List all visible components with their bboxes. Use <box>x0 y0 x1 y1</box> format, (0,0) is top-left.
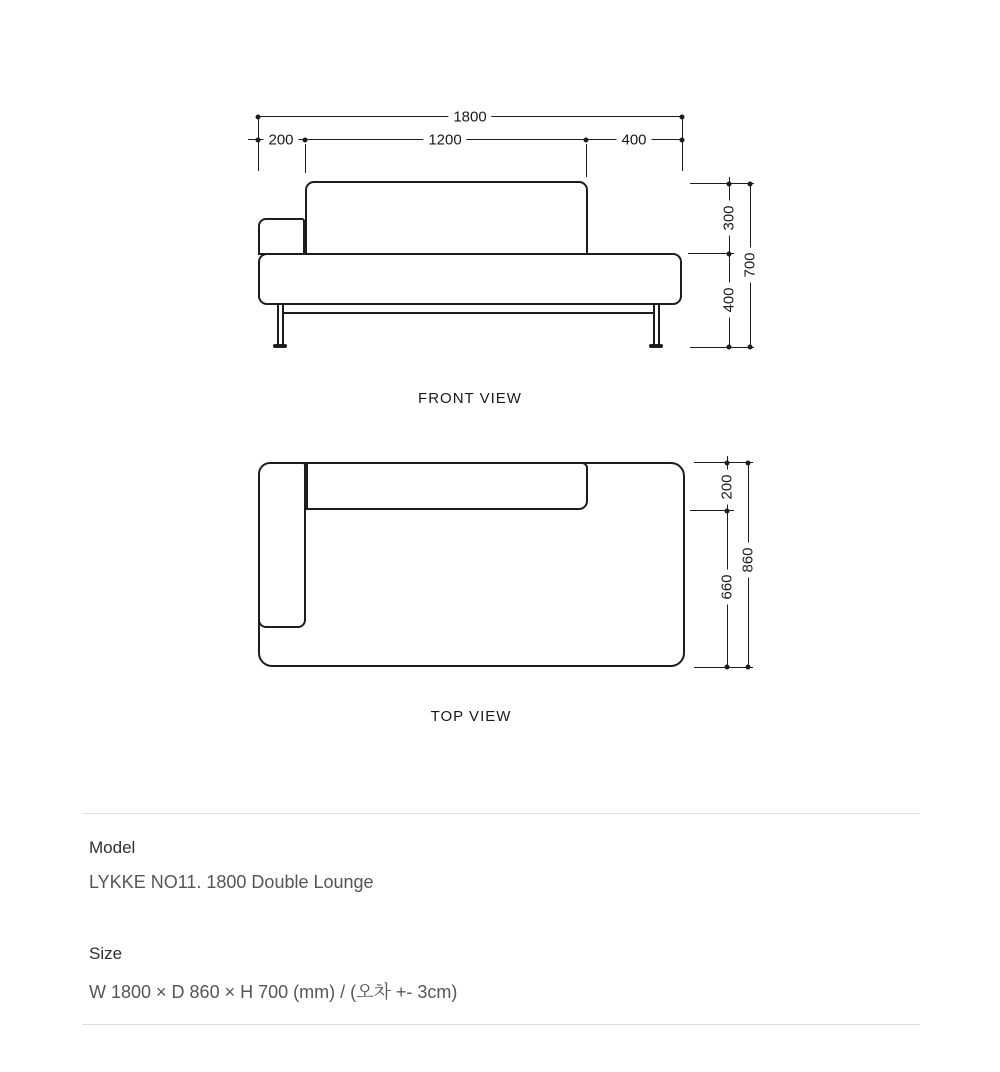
front-view-title: FRONT VIEW <box>418 390 522 407</box>
sofa-foot-right <box>649 344 663 348</box>
sofa-leg-right <box>653 305 660 345</box>
sofa-backrest-top <box>306 462 588 510</box>
extension-line <box>694 667 753 668</box>
dim-dot <box>746 461 751 466</box>
dim-label-lounge-width: 400 <box>616 133 651 148</box>
dim-label-back-height: 300 <box>722 200 737 235</box>
divider-bottom <box>82 1024 920 1025</box>
dim-dot <box>748 345 753 350</box>
leg-crossbar <box>284 312 656 314</box>
dim-label-arm-width: 200 <box>263 133 298 148</box>
sofa-backrest-front <box>305 181 588 255</box>
extension-line <box>258 119 259 171</box>
extension-line <box>305 144 306 173</box>
dim-dot <box>725 665 730 670</box>
dim-label-total-depth: 860 <box>741 542 756 577</box>
dim-dot <box>584 138 589 143</box>
extension-line <box>682 119 683 171</box>
dim-dot <box>746 665 751 670</box>
size-value: W 1800 × D 860 × H 700 (mm) / (오차 +- 3cm) <box>89 982 458 1002</box>
sofa-seat-front <box>258 253 682 305</box>
extension-line <box>586 144 587 177</box>
dim-dot <box>725 509 730 514</box>
dim-label-total-height: 700 <box>743 247 758 282</box>
dim-dot <box>727 182 732 187</box>
model-label: Model <box>89 838 136 857</box>
dim-dot <box>727 345 732 350</box>
dim-label-total-width: 1800 <box>448 110 491 125</box>
dim-dot <box>303 138 308 143</box>
divider-top <box>82 813 920 814</box>
dim-dot <box>748 182 753 187</box>
extension-line <box>694 462 753 463</box>
sofa-leg-left <box>277 305 284 345</box>
dim-label-seat-width: 1200 <box>423 133 466 148</box>
size-label: Size <box>89 944 123 963</box>
sofa-armrest-top <box>258 462 306 628</box>
dim-label-base-height: 400 <box>722 282 737 317</box>
dim-label-seat-depth: 660 <box>720 569 735 604</box>
extension-line <box>690 183 754 184</box>
model-value: LYKKE NO11. 1800 Double Lounge <box>89 872 374 892</box>
top-view-title: TOP VIEW <box>430 708 512 725</box>
sofa-foot-left <box>273 344 287 348</box>
sofa-armrest-front <box>258 218 305 255</box>
dim-dot <box>725 461 730 466</box>
dim-dot <box>727 252 732 257</box>
extension-line <box>690 347 754 348</box>
dim-label-back-depth: 200 <box>720 469 735 504</box>
